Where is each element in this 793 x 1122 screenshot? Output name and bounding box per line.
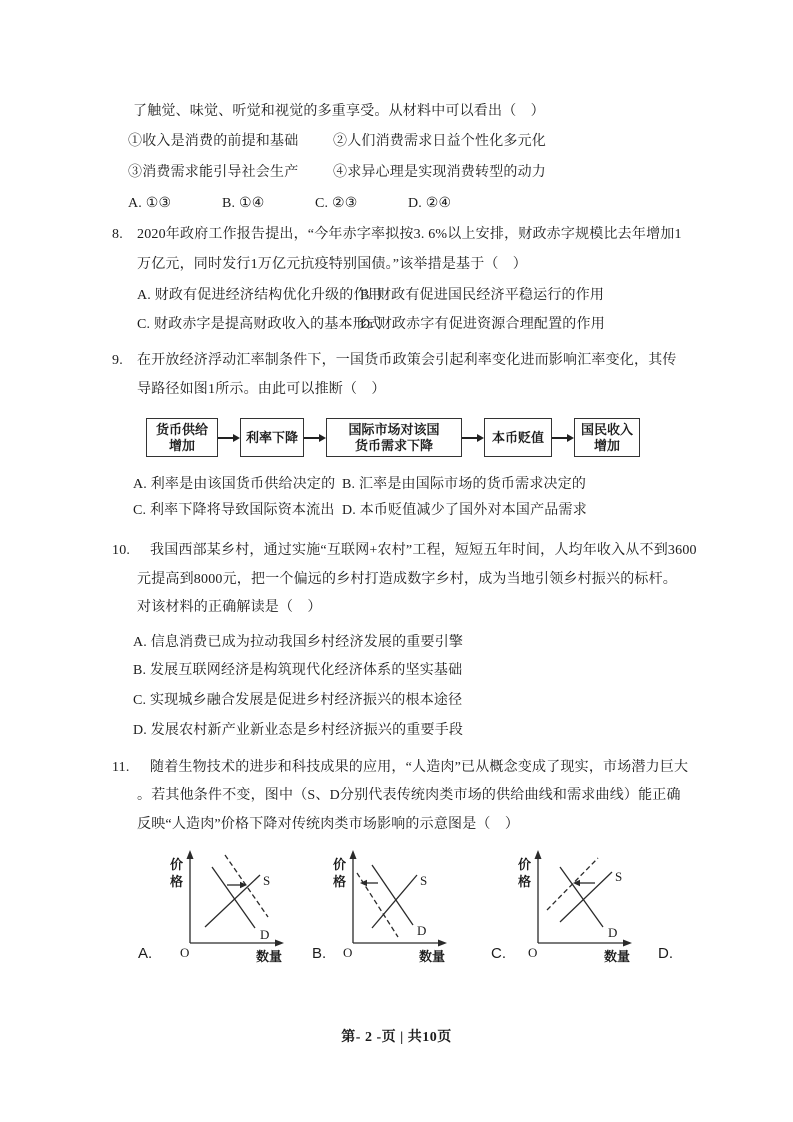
x-axis-label: 数量	[256, 949, 283, 964]
q11-panel-label-d: D.	[658, 945, 673, 962]
demand-curve	[212, 867, 255, 928]
flowchart-box-money-supply: 货币供给 增加	[146, 418, 218, 457]
q7-item-1: ①收入是消费的前提和基础	[128, 134, 299, 149]
q7-item-4: ④求异心理是实现消费转型的动力	[333, 165, 546, 180]
q10-option-b: B. 发展互联网经济是构筑现代化经济体系的坚实基础	[133, 663, 463, 678]
shifted-demand-curve	[225, 855, 271, 917]
q9-stem-line-2: 导路径如图1所示。由此可以推断（ ）	[137, 382, 386, 397]
y-axis-label: 格	[518, 874, 532, 889]
q9-option-b: B. 汇率是由国际市场的货币需求决定的	[342, 477, 587, 492]
demand-curve	[372, 865, 413, 925]
q7-choice-d: D. ②④	[408, 196, 452, 211]
q11-panel-label-a: A.	[138, 945, 153, 962]
q9-option-a: A. 利率是由该国货币供给决定的	[133, 477, 336, 492]
q8-option-a: A. 财政有促进经济结构优化升级的作用	[137, 288, 382, 303]
origin-label: O	[180, 945, 190, 960]
y-axis-arrow-icon	[350, 850, 357, 859]
q11-stem-line-1: 随着生物技术的进步和科技成果的应用，“人造肉”已从概念变成了现实，市场潜力巨大	[150, 760, 689, 775]
flowchart-arrow-icon	[304, 433, 326, 443]
demand-curve	[560, 867, 603, 927]
q10-option-a: A. 信息消费已成为拉动我国乡村经济发展的重要引擎	[133, 635, 464, 650]
flowchart-arrow-icon	[552, 433, 574, 443]
supply-curve	[205, 875, 260, 927]
flowchart-arrow-icon	[218, 433, 240, 443]
demand-label: D	[608, 925, 618, 940]
q11-number: 11.	[112, 760, 130, 775]
q11-graph-a-demand-shift-right	[150, 845, 300, 967]
x-axis-arrow-icon	[438, 940, 447, 947]
flowchart-box-currency-depreciate: 本币贬值	[484, 418, 552, 457]
y-axis-label: 价	[518, 857, 532, 872]
q10-stem-line-2: 元提高到8000元，把一个偏远的乡村打造成数字乡村，成为当地引领乡村振兴的标杆。	[137, 572, 677, 587]
origin-label: O	[343, 945, 353, 960]
shift-arrow-head-icon	[360, 880, 367, 886]
x-axis-arrow-icon	[623, 940, 632, 947]
demand-label: D	[417, 923, 427, 938]
supply-label: S	[615, 869, 623, 884]
q10-number: 10.	[112, 543, 131, 558]
q9-option-d: D. 本币贬值减少了国外对本国产品需求	[342, 503, 587, 518]
q10-option-c: C. 实现城乡融合发展是促进乡村经济振兴的根本途径	[133, 693, 463, 708]
flowchart-box-interest-fall: 利率下降	[240, 418, 304, 457]
origin-label: O	[528, 945, 538, 960]
y-axis-label: 格	[333, 874, 347, 889]
y-axis-arrow-icon	[187, 850, 194, 859]
q7-choice-c: C. ②③	[315, 196, 358, 211]
q11-stem-line-3: 反映“人造肉”价格下降对传统肉类市场影响的示意图是（ ）	[137, 817, 520, 832]
y-axis-label: 价	[333, 857, 347, 872]
y-axis-label: 价	[170, 857, 184, 872]
q8-stem-line-1: 2020年政府工作报告提出，“今年赤字率拟按3. 6%以上安排，财政赤字规模比去年增加1	[137, 227, 682, 242]
q11-panel-label-c: C.	[491, 945, 506, 962]
q10-option-d: D. 发展农村新产业新业态是乡村经济振兴的重要手段	[133, 723, 464, 738]
q7-choice-a: A. ①③	[128, 196, 172, 211]
q11-graph-c-supply-shift-left	[498, 845, 648, 967]
q10-stem-line-3: 对该材料的正确解读是（ ）	[137, 600, 322, 615]
q9-stem-line-1: 在开放经济浮动汇率制条件下，一国货币政策会引起利率变化进而影响汇率变化，其传	[137, 353, 677, 368]
shifted-supply-curve	[547, 858, 598, 910]
x-axis-label: 数量	[419, 949, 446, 964]
q7-item-2: ②人们消费需求日益个性化多元化	[333, 134, 546, 149]
q9-option-c: C. 利率下降将导致国际资本流出	[133, 503, 335, 518]
y-axis-label: 格	[170, 874, 184, 889]
q8-option-d: D. 财政赤字有促进资源合理配置的作用	[360, 317, 605, 332]
q7-choice-b: B. ①④	[222, 196, 265, 211]
q8-option-b: B. 财政有促进国民经济平稳运行的作用	[360, 288, 605, 303]
q8-option-c: C. 财政赤字是提高财政收入的基本形式	[137, 317, 382, 332]
y-axis-arrow-icon	[535, 850, 542, 859]
q11-graph-b-demand-shift-left	[313, 845, 463, 967]
q8-stem-line-2: 万亿元，同时发行1万亿元抗疫特别国债。”该举措是基于（ ）	[137, 257, 528, 272]
supply-label: S	[420, 873, 428, 888]
demand-label: D	[260, 927, 270, 942]
x-axis-label: 数量	[604, 949, 631, 964]
q9-flowchart	[146, 418, 640, 457]
flowchart-box-intl-demand-fall: 国际市场对该国 货币需求下降	[326, 418, 462, 457]
page-footer: 第- 2 -页 | 共10页	[341, 1030, 452, 1045]
q11-panel-label-b: B.	[312, 945, 327, 962]
flowchart-arrow-icon	[462, 433, 484, 443]
supply-label: S	[263, 873, 271, 888]
q11-stem-line-2: 。若其他条件不变，图中（S、D分别代表传统肉类市场的供给曲线和需求曲线）能正确	[137, 788, 681, 803]
q8-number: 8.	[112, 227, 123, 242]
supply-curve	[560, 872, 612, 922]
flowchart-box-national-income: 国民收入 增加	[574, 418, 640, 457]
x-axis-arrow-icon	[275, 940, 284, 947]
q7-item-3: ③消费需求能引导社会生产	[128, 165, 299, 180]
q9-number: 9.	[112, 353, 123, 368]
q10-stem-line-1: 我国西部某乡村，通过实施“互联网+农村”工程，短短五年时间，人均年收入从不到3600	[150, 543, 697, 558]
q7-stem: 了触觉、味觉、听觉和视觉的多重享受。从材料中可以看出（ ）	[133, 104, 545, 119]
